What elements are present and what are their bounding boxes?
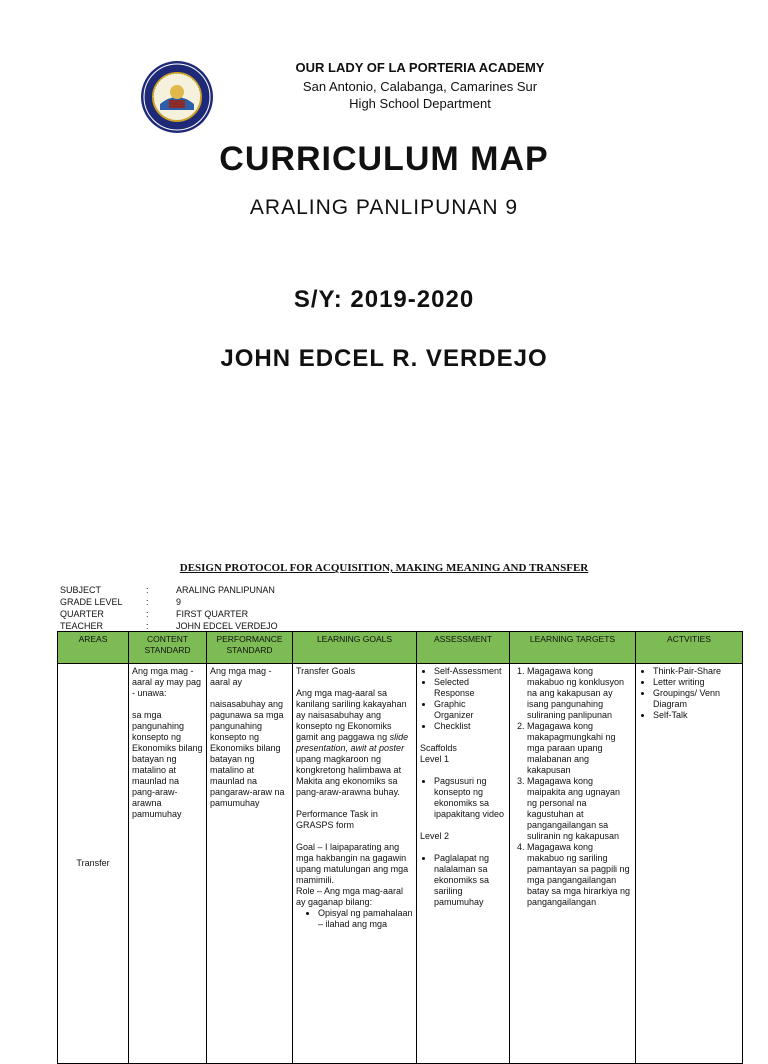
transfer-goal-part: Ang mga mag-aaral sa kanilang sariling kakayahan ay naisasabuhay ang konsepto ng Ekonomiks gamit ang paggawa ng bbox=[296, 688, 407, 742]
list-item: • Self-Assessment bbox=[434, 666, 506, 677]
meta-row-quarter bbox=[60, 608, 278, 620]
list-item: • Self-Talk bbox=[653, 710, 739, 721]
meta-key: GRADE LEVEL bbox=[60, 597, 123, 607]
list-item: • Graphic Organizer bbox=[434, 699, 506, 721]
cell-content-standard bbox=[129, 664, 207, 1064]
level2-list bbox=[420, 853, 506, 908]
list-item: • Opisyal ng pamahalaan – ilahad ang mga bbox=[318, 908, 413, 930]
content-standard-intro: Ang mga mag - aaral ay may pag - unawa: bbox=[132, 666, 202, 698]
cell-assessment bbox=[417, 664, 510, 1064]
performance-standard-intro: Ang mga mag - aaral ay bbox=[210, 666, 272, 687]
school-department: High School Department bbox=[349, 96, 491, 111]
col-header-learning-targets: LEARNING TARGETS bbox=[510, 632, 636, 664]
transfer-goals-heading: Transfer Goals bbox=[296, 666, 356, 676]
meta-sep: : bbox=[146, 597, 149, 607]
performance-standard-body: naisasabuhay ang pagunawa sa mga pangunahing konsepto ng Ekonomiks bilang batayan ng matalino at maunlad na pangaraw-araw na pamumuhay bbox=[210, 699, 285, 808]
list-item: • Paglalapat ng nalalaman sa ekonomiks sa sariling pamumuhay bbox=[434, 853, 506, 908]
list-item: 1. Magagawa kong makabuo ng konklusyon na ang kakapusan ay isang pangunahing suliraning panlipunan bbox=[527, 666, 632, 721]
level2-label: Level 2 bbox=[420, 831, 450, 841]
school-seal-logo bbox=[140, 60, 214, 134]
school-address: San Antonio, Calabanga, Camarines Sur bbox=[302, 79, 538, 94]
col-header-areas: AREAS bbox=[58, 632, 129, 664]
meta-row-subject bbox=[60, 584, 278, 596]
cell-activities bbox=[636, 664, 743, 1064]
scaffolds-label: Scaffolds bbox=[420, 743, 457, 753]
activities-list bbox=[639, 666, 739, 721]
cell-learning-goals bbox=[293, 664, 417, 1064]
meta-value: FIRST QUARTER bbox=[176, 609, 249, 619]
school-year: S/Y: 2019-2020 bbox=[293, 286, 475, 313]
table-header-row bbox=[58, 632, 743, 664]
list-item: 2. Magagawa kong makapagmungkahi ng mga paraan upang malabanan ang kakapusan bbox=[527, 721, 632, 776]
meta-sep: : bbox=[146, 621, 149, 631]
teacher-name: JOHN EDCEL R. VERDEJO bbox=[220, 345, 548, 372]
col-header-learning-goals: LEARNING GOALS bbox=[293, 632, 417, 664]
meta-sep: : bbox=[146, 609, 149, 619]
subject-title: ARALING PANLIPUNAN 9 bbox=[249, 196, 519, 219]
cell-performance-standard bbox=[207, 664, 293, 1064]
grasps-role: Role – Ang mga mag-aaral ay gaganap bilang: bbox=[296, 886, 404, 907]
meta-sep: : bbox=[146, 585, 149, 595]
meta-key: QUARTER bbox=[60, 609, 104, 619]
assessment-list bbox=[420, 666, 506, 732]
list-item: • Letter writing bbox=[653, 677, 739, 688]
meta-value: JOHN EDCEL VERDEJO bbox=[176, 621, 278, 631]
curriculum-table bbox=[57, 631, 743, 1064]
list-item: 4. Magagawa kong makabuo ng sariling pamantayan sa pagpili ng mga pangangailangan batay sa mga hirarkiya ng pangangailangan bbox=[527, 842, 632, 908]
meta-key: TEACHER bbox=[60, 621, 104, 631]
level1-label: Level 1 bbox=[420, 754, 450, 764]
content-standard-body: sa mga pangunahing konsepto ng Ekonomiks bilang batayan ng matalino at maunlad na pang-araw-arawna pamumuhay bbox=[132, 710, 203, 819]
list-item: • Checklist bbox=[434, 721, 506, 732]
list-item: • Pagsusuri ng konsepto ng ekonomiks sa ipapakitang video bbox=[434, 776, 506, 820]
school-name: OUR LADY OF LA PORTERIA ACADEMY bbox=[295, 60, 545, 75]
list-item: • Groupings/ Venn Diagram bbox=[653, 688, 739, 710]
col-header-content-standard: CONTENT STANDARD bbox=[129, 632, 207, 664]
grasps-goal: Goal – I laipaparating ang mga hakbangin na gagawin upang matulungan ang mga mamimili. bbox=[296, 842, 409, 885]
transfer-goal-part: upang magkaroon ng kongkretong halimbawa at Makita ang ekonomiks sa pang-araw-arawna buhay. bbox=[296, 754, 402, 797]
col-header-activities: ACTVITIES bbox=[636, 632, 743, 664]
protocol-heading: DESIGN PROTOCOL FOR ACQUISITION, MAKING MEANING AND TRANSFER bbox=[179, 562, 589, 574]
list-item: • Think-Pair-Share bbox=[653, 666, 739, 677]
list-item: • Selected Response bbox=[434, 677, 506, 699]
role-list bbox=[296, 908, 413, 930]
performance-task-heading: Performance Task in GRASPS form bbox=[296, 809, 378, 830]
cell-learning-targets bbox=[510, 664, 636, 1064]
meta-row-grade bbox=[60, 596, 278, 608]
learning-targets-list bbox=[513, 666, 632, 908]
col-header-assessment: ASSESSMENT bbox=[417, 632, 510, 664]
transfer-goal-text bbox=[296, 688, 413, 798]
meta-key: SUBJECT bbox=[60, 585, 102, 595]
meta-info bbox=[60, 584, 278, 632]
col-header-performance-standard: PERFORMANCE STANDARD bbox=[207, 632, 293, 664]
meta-value: ARALING PANLIPUNAN bbox=[176, 585, 275, 595]
table-row bbox=[58, 664, 743, 1064]
meta-value: 9 bbox=[176, 597, 182, 607]
transfer-goal-products: slide presentation, awit at poster bbox=[296, 732, 409, 753]
level1-list bbox=[420, 776, 506, 820]
document-title: CURRICULUM MAP bbox=[219, 140, 549, 178]
cell-area: Transfer bbox=[58, 664, 129, 1064]
list-item: 3. Magagawa kong maipakita ang ugnayan ng personal na kagustuhan at pangangailangan sa suliranin ng kakapusan bbox=[527, 776, 632, 842]
